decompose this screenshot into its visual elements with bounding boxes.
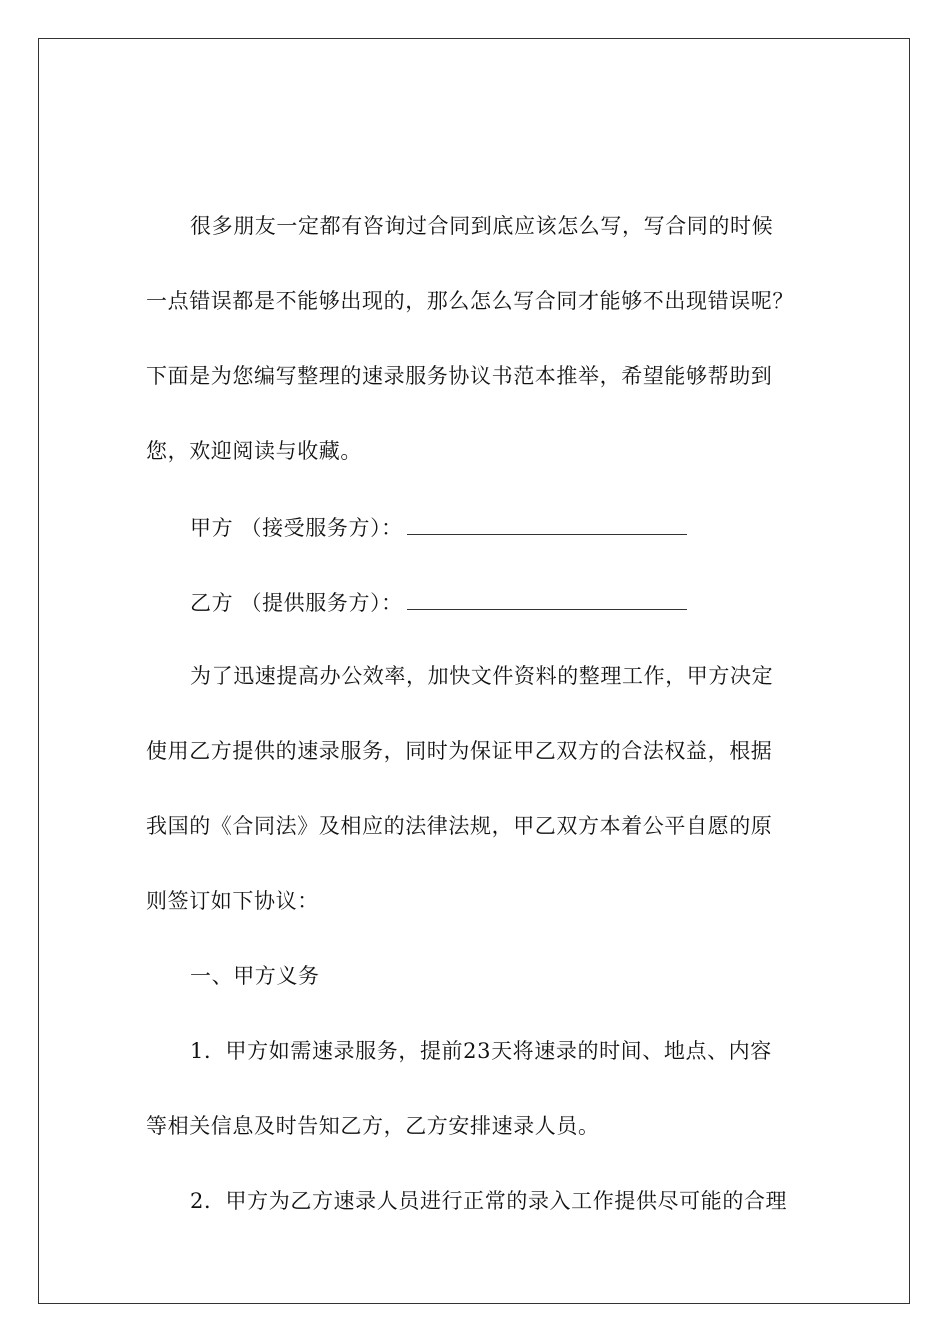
party-a-blank[interactable] (407, 514, 687, 535)
preamble-line-2: 使用乙方提供的速录服务，同时为保证甲乙双方的合法权益，根据 (146, 739, 773, 763)
section-1-title: 一、甲方义务 (190, 964, 320, 988)
intro-line-4: 您，欢迎阅读与收藏。 (146, 439, 362, 463)
party-a-line (190, 514, 687, 540)
item-2-line-1: 2．甲方为乙方速录人员进行正常的录入工作提供尽可能的合理 (190, 1189, 788, 1213)
party-b-label: 乙方 （提供服务方）： (190, 591, 403, 615)
preamble-line-1: 为了迅速提高办公效率，加快文件资料的整理工作，甲方决定 (190, 664, 774, 688)
item-1-line-2: 等相关信息及时告知乙方，乙方安排速录人员。 (146, 1114, 600, 1138)
party-b-line (190, 589, 687, 615)
party-a-label: 甲方 （接受服务方）： (190, 516, 403, 540)
intro-line-1: 很多朋友一定都有咨询过合同到底应该怎么写，写合同的时候 (190, 214, 774, 238)
intro-line-3: 下面是为您编写整理的速录服务协议书范本推举，希望能够帮助到 (146, 364, 773, 388)
intro-line-2: 一点错误都是不能够出现的，那么怎么写合同才能够不出现错误呢？ (146, 289, 794, 313)
preamble-line-4: 则签订如下协议： (146, 889, 319, 913)
item-1-line-1: 1．甲方如需速录服务，提前23天将速录的时间、地点、内容 (190, 1039, 772, 1063)
party-b-blank[interactable] (407, 589, 687, 610)
preamble-line-3: 我国的《合同法》及相应的法律法规，甲乙双方本着公平自愿的原 (146, 814, 773, 838)
